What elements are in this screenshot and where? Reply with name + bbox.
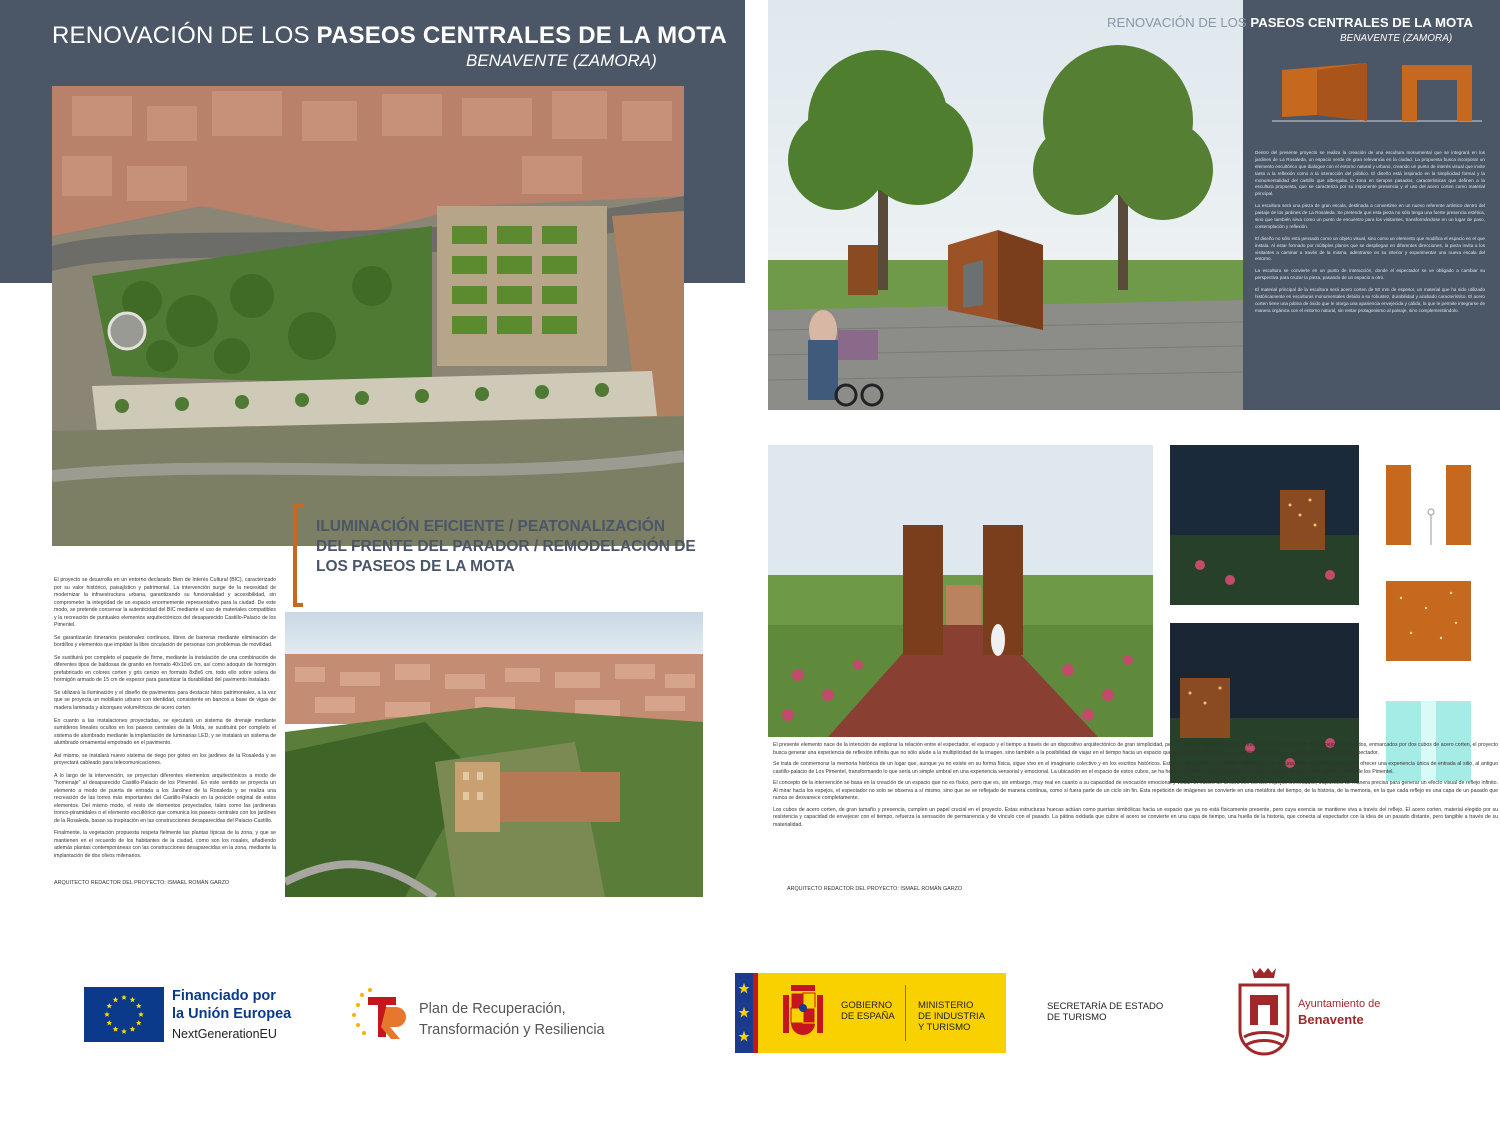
secretary-of-tourism-label: SECRETARÍA DE ESTADO DE TURISMO <box>1047 1001 1164 1024</box>
corten-perforated-panel <box>1381 578 1476 663</box>
banner-paragraph: La escultura será una pieza de gran escala, destinada a convertirse en un nuevo referente artístico dentro del paisaje de los jardines de La Rosaleda. Se pretende que esta pieza no sólo tenga una fuerte presencia estética, sino que también sirva como un punto de encuentro para los visitantes, transformándose en un lugar de paso, contemplación y reflexión. <box>1255 203 1485 229</box>
eu-flag-icon <box>84 987 164 1042</box>
funding-logos-strip <box>0 960 1500 1070</box>
sculpture-park-render <box>768 0 1243 410</box>
left-description-text <box>54 577 276 866</box>
right-architect-credit: ARQUITECTO REDACTOR DEL PROYECTO: ISMAEL ROMÁN GARZO <box>787 886 963 892</box>
eu-funding-line-1: Financiado por <box>172 988 276 1004</box>
recovery-plan-line-1: Plan de Recuperación, <box>419 1001 566 1017</box>
sculpture-elevation-drawing <box>1272 55 1482 130</box>
eu-funding-line-2: la Unión Europea <box>172 1006 292 1022</box>
eu-funding-line-3: NextGenerationEU <box>172 1027 277 1041</box>
left-poster-panel <box>0 0 745 910</box>
right-poster-title: RENOVACIÓN DE LOS PASEOS CENTRALES DE LA MOTA <box>1107 15 1473 30</box>
aerial-site-photo <box>52 86 684 546</box>
banner-paragraph: El material principal de la escultura será acero corten de 50 mm de espesor, un material que ha sido utilizado históricamente en esculturas monumentales debido a su robustez, durabilidad y acabado característico. El acero corten tiene una pátina de óxido que le otorga una apariencia envejecida y cálida, lo que le permite integrarse de manera orgánica con el entorno natural, sin restar protagonismo al paisaje, sino complementándolo. <box>1255 287 1485 313</box>
recovery-plan-line-2: Transformación y Resiliencia <box>419 1022 605 1038</box>
banner-paragraph: El diseño no sólo está pensado como un objeto visual, sino como un elemento que modifica el espacio en el que instala. Al estar formado por múltiples planos que se despliegan en diferentes direcciones, la pieza invita a los visitantes a caminar a través de la misma, adentrarse en su interior y experimentar una nueva escala del entorno. <box>1255 235 1485 262</box>
left-paragraph: En cuanto a las instalaciones proyectadas, se ejecutará un sistema de drenaje mediante sumideros lineales ocultos en los paseos centrales de la Mota, se sustituirá por completo el sistema de alumbrado mediante la implantación de luminarias LED, y se instalará un sistema de alumbrado ornamental empotrado en el pavimento. <box>54 717 276 747</box>
aerial-city-view-photo <box>285 612 703 897</box>
section-accent-bracket <box>293 504 303 607</box>
recovery-plan-logo-icon <box>350 985 410 1045</box>
right-paragraph: El concepto de la intervención se basa en la creación de un espacio que no es físico, pero que es, sin embargo, muy real en cuanto a su capacidad de evocación emocional y visual. El núcleo de la obra son los dos espejos enfrentados, dispuestos de manera precisa para generar un efecto visual de reflejo infinito. Al mirar hacia los espejos, el espectador no solo se observa a sí mismo, sino que se ve reflejado de manera continua, como si fuera parte de un ciclo sin fin. Esta repetición de imágenes se convierte en una metáfora del tiempo, de la historia, de la memoria, en la que cada reflejo es una capa de un pasado que nunca se desvanece completamente. <box>773 780 1498 802</box>
left-poster-subtitle: BENAVENTE (ZAMORA) <box>466 51 657 70</box>
section-heading: ILUMINACIÓN EFICIENTE / PEATONALIZACIÓN DEL FRENTE DEL PARADOR / REMODELACIÓN DE LOS PASEOS DE LA MOTA <box>316 518 696 576</box>
ministry-label: MINISTERIO DE INDUSTRIA Y TURISMO <box>918 1000 986 1033</box>
banner-paragraph: La escultura se convierte en un punto de interacción, donde el espectador se ve obligado a cambiar su perspectiva para cruzar la pieza, pasando de un espacio a otro. <box>1255 268 1485 281</box>
right-paragraph: Se trata de conmemorar la memoria histórica de un lugar que, aunque ya no existe en su forma física, sigue vivo en el imaginario colectivo y en los escritos históricos. Esta escultura, utiliza la reflexión infinita a través de una serie de cubos espejo para ofrecer una experiencia única de entrada al sitio, al antiguo castillo-palacio de Los Pimentel, transformando lo que sería un simple umbral en una experiencia sensorial y emocional. La ubicación en el espacio de estos cubos, se ha hecho coincidir con la antigua puerta de acceso al ya desaparecido palacio-castillo de los Pimentel. <box>773 761 1498 775</box>
right-description-text <box>773 742 1498 833</box>
benavente-coat-of-arms-icon <box>1234 965 1294 1065</box>
eu-stars-stripe <box>735 973 753 1053</box>
red-stripe <box>753 973 758 1053</box>
city-council-label: Ayuntamiento de <box>1298 998 1381 1010</box>
left-paragraph: Se utilizará la iluminación y el diseño de pavimentos para destacar hitos patrimoniales, a la vez que se proyecta un mobiliario urbano con identidad, consistente en bancos a base de vigas de madera laminada y alcorques volumétricos de acero corten. <box>54 689 276 711</box>
left-poster-title: RENOVACIÓN DE LOS PASEOS CENTRALES DE LA MOTA <box>52 22 727 49</box>
mirror-cubes-render <box>768 445 1153 737</box>
right-paragraph: El presente elemento nace de la intención de explorar la relación entre el espectador, el espacio y el tiempo a través de un dispositivo arquitectónico de gran simplicidad, pero de potente carga simbólica. A través de la disposición de dos espejos enfrentados, enmarcados por dos cubos de acero corten, el proyecto busca generar una experiencia de reflexión infinita que no sólo alude a la multiplicidad de la imagen, sino también a la posibilidad de viajar en el tiempo hacia un espacio que ha desaparecido, pero que, mediante el reflejo, se resucita ante la mirada del espectador. <box>773 742 1498 756</box>
spain-coat-of-arms-icon <box>779 981 827 1045</box>
logo-divider <box>905 985 906 1041</box>
government-ministry-logo <box>735 973 1006 1053</box>
left-paragraph: Se garantizarán itinerarios peatonales continuos, libres de barreras mediante eliminación de bordillos y elementos que impidan la libre circulación de personas con problemas de movilidad. <box>54 634 276 649</box>
government-label: GOBIERNO DE ESPAÑA <box>841 1000 895 1022</box>
night-render-1 <box>1170 445 1359 605</box>
right-poster-subtitle: BENAVENTE (ZAMORA) <box>1340 33 1453 44</box>
left-paragraph: Finalmente, la vegetación propuesta respeta fielmente las plantas típicas de la zona, y que se mantienen en el recuerdo de los habitantes de la ciudad, como son los rosales, añadiendo además plantas contemporáneas con las construcciones desaparecidas en la zona, mediante la implantación de dos olivos milenarios. <box>54 830 276 859</box>
right-paragraph: Los cubos de acero corten, de gran tamaño y presencia, cumplen un papel crucial en el proyecto. Estas estructuras huecas actúan como puertas simbólicas hacia un espacio que ya no está físicamente presente, pero cuya esencia se mantiene viva a través del reflejo. El acero corten, material elegido por su resistencia y capacidad de envejecer con el tiempo, refuerza la sensación de permanencia y de vínculo con el pasado. La pátina oxidada que cubre el acero se convierte en una capa de tiempo, una huella de la historia, que conecta al espectador con la idea de un pasado distante, pero tangible a través de su materialidad. <box>773 806 1498 828</box>
corten-panel-elevation <box>1381 460 1476 550</box>
left-architect-credit: ARQUITECTO REDACTOR DEL PROYECTO: ISMAEL ROMÁN GARZO <box>54 880 230 886</box>
city-council-name: Benavente <box>1298 1012 1364 1027</box>
left-paragraph: A lo largo de la intervención, se proyectan diferentes elementos arquitectónicos a modo de "homenaje" al desaparecido Castillo-Palacio de los Pimentel. En este sentido se proyecta un elemento a modo de puerta de entrada a los Jardines de la Rosaleda y se realiza una recreación de las torres más importantes del Castillo-Palacio en la posición original de estos elementos. Del mismo modo, el resto de elementos proyectados, tales como las jardineras tronco-piramidales o el elemento escultórico que comunica los paseos centrales con los jardines de la Rosaleda, basan su inspiración en las construcciones desaparecidas del Palacio-Castillo. <box>54 772 276 824</box>
right-poster-panel <box>765 0 1500 910</box>
sculpture-description-text <box>1255 150 1485 320</box>
banner-paragraph: Dentro del presente proyecto se realiza la creación de una escultura monumental que se integrará en los jardines de La Rosaleda, un espacio verde de gran relevancia en la ciudad. La propuesta busca incorporar un elemento escultórico que dialogue con el entorno natural y urbano, creando un punto de interés visual que invite tanto a la reflexión como a la interacción del público. El diseño está inspirado en la simplicidad formal y la monumentalidad del castillo que albergaba la zona en tiempos pasados, características que definen a la escultura propuesta, que se caracteriza por su imponente presencia y el uso del acero corten como material principal. <box>1255 150 1485 197</box>
left-paragraph: Se sustituirá por completo el paquete de firme, mediante la instalación de una combinación de diferentes tipos de baldosas de granito en formato 40x10x6 cm, así como adoquín de hormigón prefabricado en colores corten y gris cenizo en formato 8x8x6 cm, todo ello sobre solera de hormigón armado de 15 cm de espesor para garantizar la durabilidad del pavimento instalado. <box>54 654 276 684</box>
left-paragraph: El proyecto se desarrolla en un entorno declarado Bien de Interés Cultural (BIC), caracterizado por su valor histórico, paisajístico y patrimonial. La intervención surge de la necesidad de modernizar la infraestructura urbana, garantizando su funcionalidad y accesibilidad, sin comprometer la integridad de un espacio enormemente representativo para la ciudad. De este modo, se pretende conservar la autenticidad del BIC mediante el uso de materiales compatibles y la recreación de puntuales elementos arquitectónicos del desaparecido Castillo-Palacio de los Pimentel. <box>54 577 276 629</box>
left-paragraph: Así mismo, se instalará nuevo sistema de riego por goteo en los jardines de la Rosaleda y se proyectará cableado para telecomunicaciones. <box>54 752 276 767</box>
